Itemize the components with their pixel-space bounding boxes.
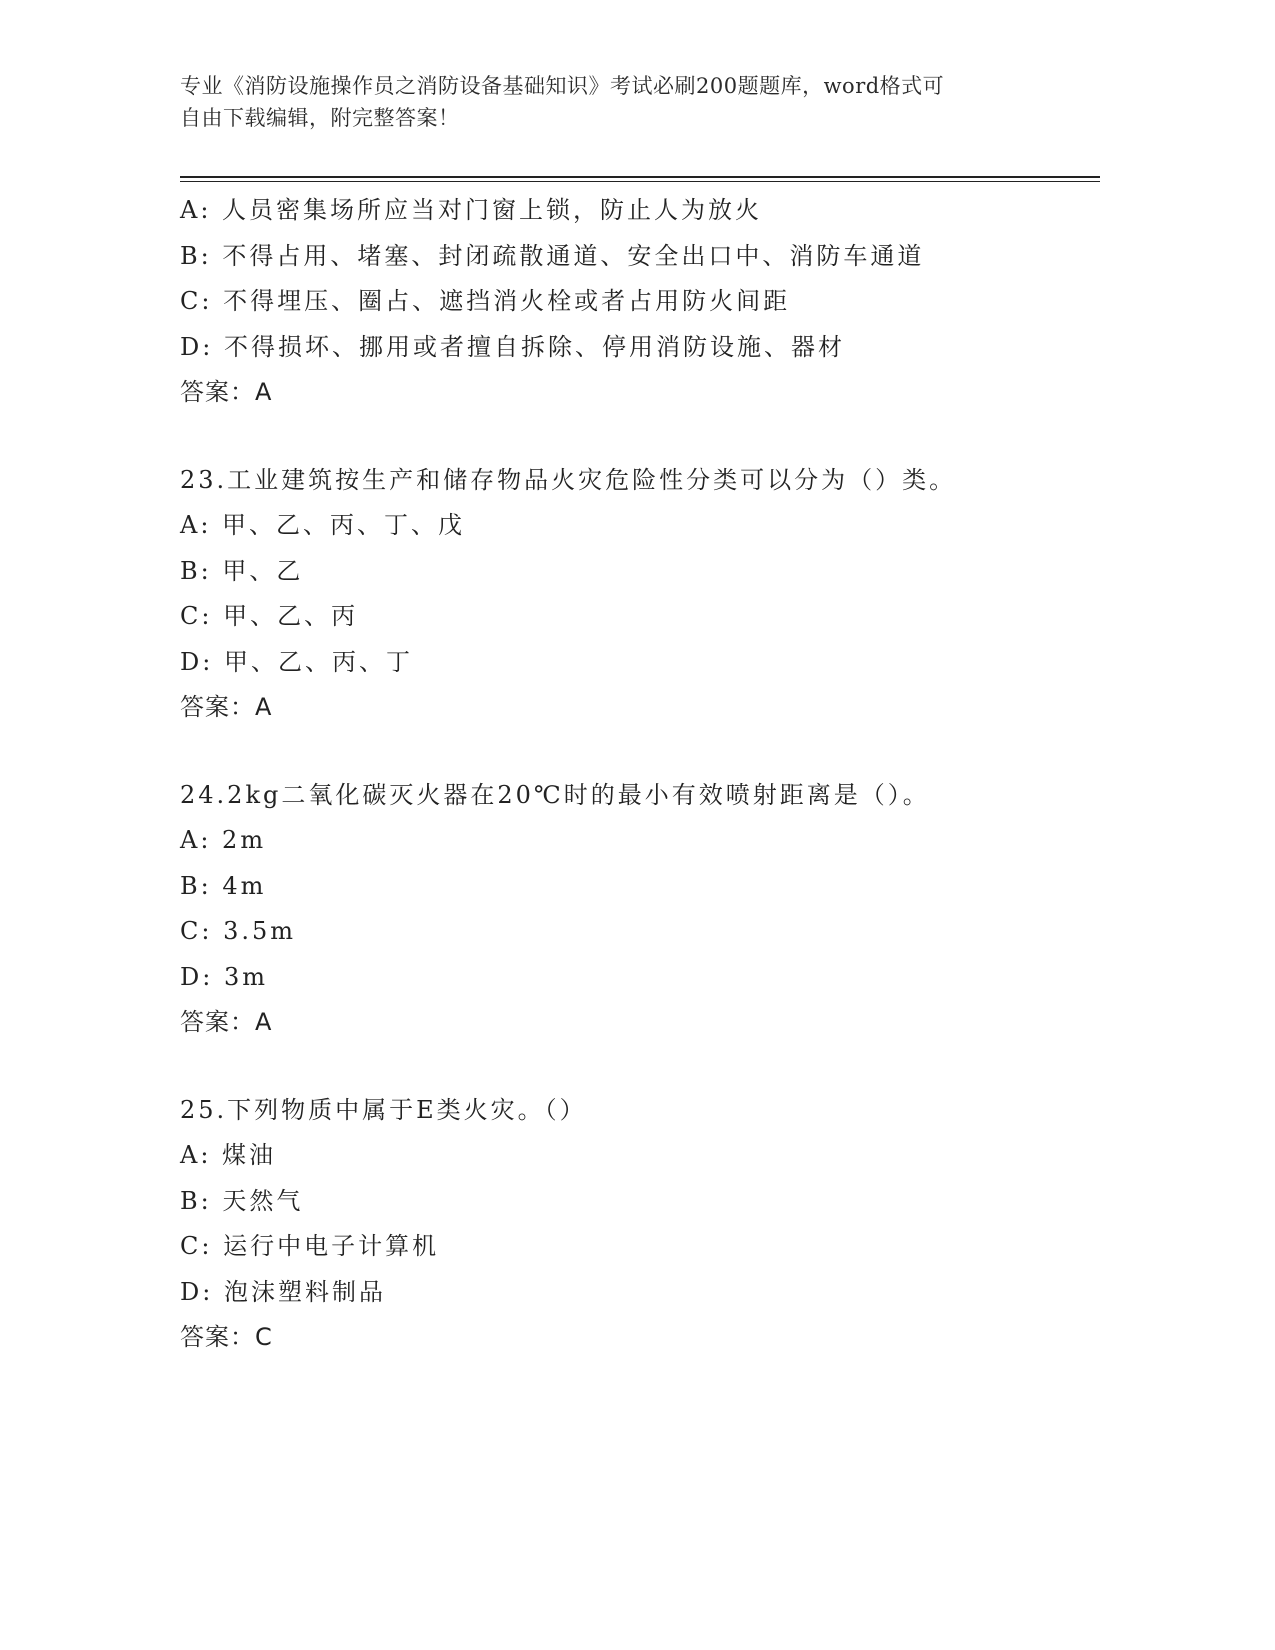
spacer <box>180 1046 1100 1088</box>
q24-option-a: A: 2m <box>180 826 267 854</box>
q22-option-b: B: 不得占用、堵塞、封闭疏散通道、安全出口中、消防车通道 <box>180 241 925 270</box>
spacer <box>180 416 1100 458</box>
q22-option-d: D: 不得损坏、挪用或者擅自拆除、停用消防设施、器材 <box>180 332 845 361</box>
spacer <box>180 731 1100 773</box>
q25-option-d: D: 泡沫塑料制品 <box>180 1277 386 1306</box>
question-list <box>180 188 1100 1361</box>
document-header <box>180 70 1040 134</box>
q25-answer: 答案：C <box>180 1323 273 1351</box>
q25-question: 25.下列物质中属于E类火灾。（） <box>180 1095 587 1124</box>
q25-option-a: A: 煤油 <box>180 1141 277 1169</box>
q24-option-d: D: 3m <box>180 962 268 991</box>
question-25-block <box>180 1088 1100 1361</box>
header-divider-thin <box>180 181 1100 182</box>
q24-answer: 答案：A <box>180 1008 273 1036</box>
question-22-block <box>180 188 1100 416</box>
header-line-1: 专业《消防设施操作员之消防设备基础知识》考试必刷200题题库，word格式可 <box>180 74 945 98</box>
q25-option-c: C: 运行中电子计算机 <box>180 1232 440 1260</box>
q25-option-b: B: 天然气 <box>180 1186 304 1215</box>
q23-question: 23.工业建筑按生产和储存物品火灾危险性分类可以分为（）类。 <box>180 465 957 494</box>
q22-option-c: C: 不得埋压、圈占、遮挡消火栓或者占用防火间距 <box>180 287 791 315</box>
header-divider-thick <box>180 176 1100 178</box>
q23-option-c: C: 甲、乙、丙 <box>180 602 359 630</box>
header-line-2: 自由下载编辑，附完整答案！ <box>180 106 460 130</box>
question-23-block <box>180 458 1100 731</box>
q24-question: 24.2kg二氧化碳灭火器在20℃时的最小有效喷射距离是（）。 <box>180 780 930 809</box>
q22-option-a: A: 人员密集场所应当对门窗上锁，防止人为放火 <box>180 196 763 224</box>
q23-answer: 答案：A <box>180 693 273 721</box>
q23-option-a: A: 甲、乙、丙、丁、戊 <box>180 511 466 539</box>
q22-answer: 答案：A <box>180 378 273 406</box>
q23-option-b: B: 甲、乙 <box>180 556 304 585</box>
question-24-block <box>180 773 1100 1046</box>
q24-option-c: C: 3.5m <box>180 917 297 945</box>
q23-option-d: D: 甲、乙、丙、丁 <box>180 647 413 676</box>
q24-option-b: B: 4m <box>180 871 267 900</box>
